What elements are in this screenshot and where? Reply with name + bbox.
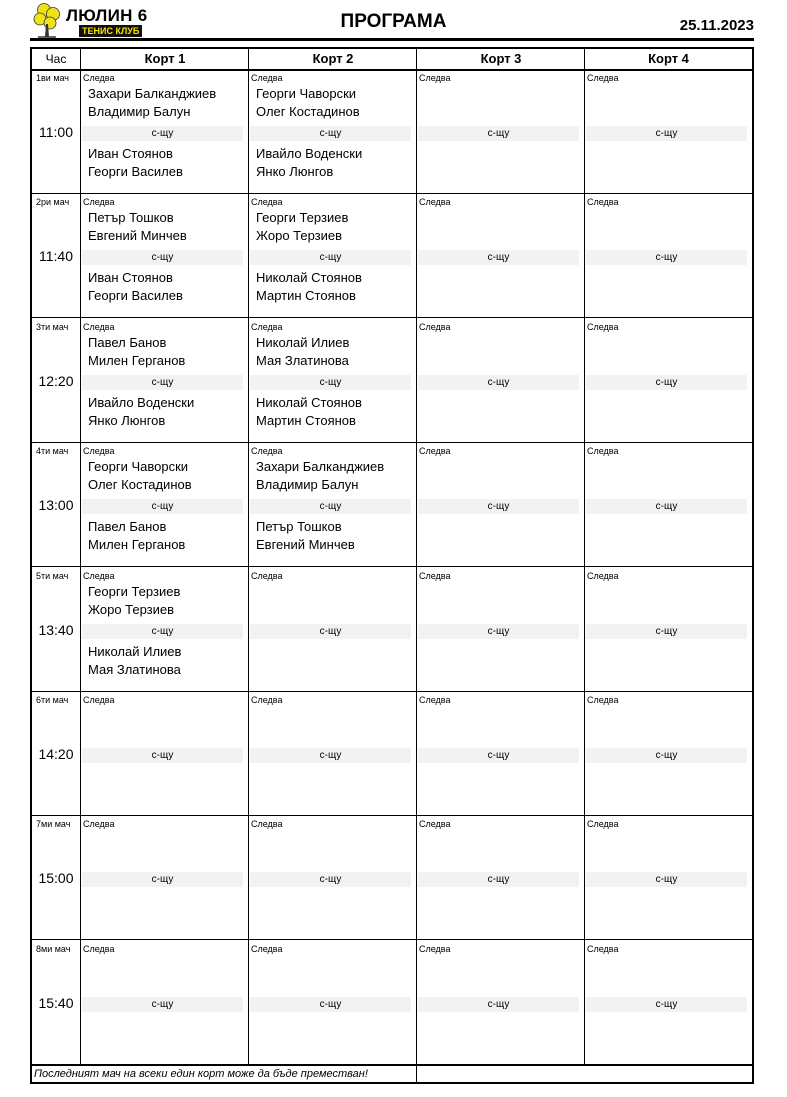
column-divider [80,49,81,1064]
team-b-player: Павел Банов [88,519,167,535]
next-label: Следва [251,321,283,332]
court-4-match-cell [585,193,752,317]
column-header-court-1: Корт 1 [144,51,186,66]
versus-label: с-щу [82,250,243,265]
team-b-player: Николай Илиев [88,643,182,659]
next-label: Следва [251,73,283,83]
match-row [32,940,752,1065]
team-a-player: Захари Балканджиев [256,459,385,475]
versus-label: с-щу [586,126,747,141]
next-label: Следва [419,321,451,332]
match-number: 7ми мач [36,819,71,830]
team-b-player: Георги Василев [88,164,183,179]
versus-label: с-щу [250,250,411,265]
court-4-match-cell [585,69,752,193]
versus-label: с-щу [418,499,579,514]
court-3-match-cell [417,69,584,193]
court-1-match-cell [81,442,248,566]
court-2-match-cell [249,318,416,442]
versus-label: с-щу [82,126,243,141]
court-2-match-cell [249,815,416,939]
versus-label: с-щу [250,624,411,639]
column-header-court-2: Корт 2 [312,51,354,66]
versus-label: с-щу [586,250,747,265]
versus-label: с-щу [82,997,243,1012]
next-label: Следва [83,695,115,705]
column-header-court-3: Корт 3 [480,51,522,66]
versus-label: с-щу [586,997,747,1012]
match-number: 6ти мач [36,695,69,705]
court-4-match-cell [585,691,752,815]
next-label: Следва [419,446,451,457]
next-label: Следва [83,446,115,457]
court-1-match-cell [81,318,248,442]
next-label: Следва [251,446,283,457]
team-a-player: Георги Терзиев [88,583,181,599]
match-time: 11:40 [39,248,73,265]
versus-label: с-щу [82,624,243,639]
court-4-match-cell [585,567,752,691]
versus-label: с-щу [82,499,243,514]
team-a-player: Георги Чаворски [256,86,357,101]
team-a-player: Георги Чаворски [88,459,189,475]
team-b-player: Петър Тошков [256,519,342,535]
page-title: ПРОГРАМА [340,11,447,32]
next-label: Следва [251,695,283,705]
team-a-player: Павел Банов [88,334,167,350]
match-time: 15:40 [38,994,74,1011]
court-4-match-cell [585,442,752,566]
team-a-player: Владимир Балун [88,104,191,119]
court-3-match-cell [417,691,584,815]
versus-label: с-щу [82,748,243,763]
team-a-player: Милен Герганов [88,352,186,368]
match-number: 2ри мач [36,197,70,208]
team-b-player: Мартин Стоянов [256,412,356,428]
next-label: Следва [587,321,619,332]
court-3-match-cell [417,193,584,317]
match-row [32,69,752,194]
versus-label: с-щу [250,126,411,141]
team-b-player: Ивайло Воденски [256,146,363,161]
team-a-player: Мая Златинова [256,352,349,368]
next-label: Следва [83,943,115,954]
team-a-player: Евгений Минчев [88,228,187,244]
versus-label: с-щу [586,748,747,763]
court-1-match-cell [81,691,248,815]
match-time: 12:20 [38,372,74,389]
match-row [32,442,752,567]
match-time: 14:20 [38,746,74,762]
court-1-match-cell [81,193,248,317]
team-a-player: Жоро Терзиев [256,228,343,244]
team-b-player: Янко Люнгов [256,164,334,179]
team-b-player: Николай Стоянов [256,270,362,286]
logo-subtitle: ТЕНИС КЛУБ [79,25,142,37]
next-label: Следва [587,197,619,208]
match-number: 3ти мач [36,321,69,332]
team-b-player: Мая Златинова [88,661,181,677]
table-footer [32,1064,752,1082]
versus-label: с-щу [82,872,243,887]
column-divider [248,49,249,1064]
versus-label: с-щу [586,499,747,514]
match-number: 8ми мач [36,943,71,954]
next-label: Следва [251,819,283,830]
match-number: 4ти мач [36,446,69,457]
next-label: Следва [83,570,115,581]
team-a-player: Захари Балканджиев [88,86,217,101]
next-label: Следва [587,446,619,457]
versus-label: с-щу [418,250,579,265]
next-label: Следва [83,197,115,208]
court-1-match-cell [81,815,248,939]
court-3-match-cell [417,318,584,442]
versus-label: с-щу [250,748,411,763]
court-4-match-cell [585,815,752,939]
team-b-player: Георги Василев [88,288,183,304]
next-label: Следва [587,819,619,830]
court-1-match-cell [81,69,248,193]
team-a-player: Георги Терзиев [256,210,349,226]
footer-note: Последният мач на всеки един корт може да бъде преместван! [34,1068,368,1080]
team-a-player: Жоро Терзиев [88,601,175,617]
versus-label: с-щу [586,872,747,887]
next-label: Следва [419,943,451,954]
match-time: 13:00 [38,497,74,514]
court-2-match-cell [249,69,416,193]
team-a-player: Олег Костадинов [88,477,192,493]
versus-label: с-щу [586,624,747,639]
versus-label: с-щу [82,375,243,390]
match-row [32,691,752,816]
team-b-player: Евгений Минчев [256,537,355,553]
schedule-date: 25.11.2023 [679,17,754,34]
next-label: Следва [83,321,115,332]
next-label: Следва [587,73,619,83]
next-label: Следва [251,943,283,954]
match-row [32,193,752,318]
match-number: 1ви мач [36,73,69,83]
team-b-player: Мартин Стоянов [256,288,356,304]
next-label: Следва [419,695,451,705]
table-header [32,49,752,71]
match-time: 15:00 [38,870,74,887]
team-a-player: Владимир Балун [256,477,359,493]
team-a-player: Николай Илиев [256,334,350,350]
match-time: 11:00 [39,124,73,140]
next-label: Следва [251,570,283,581]
court-1-match-cell [81,567,248,691]
header-divider [30,38,754,41]
next-label: Следва [587,570,619,581]
court-2-match-cell [249,691,416,815]
team-a-player: Олег Костадинов [256,104,360,119]
versus-label: с-щу [418,748,579,763]
next-label: Следва [83,73,115,83]
court-2-match-cell [249,442,416,566]
match-row [32,815,752,940]
team-b-player: Милен Герганов [88,537,186,553]
next-label: Следва [83,819,115,830]
team-a-player: Петър Тошков [88,210,174,226]
versus-label: с-щу [586,375,747,390]
court-3-match-cell [417,567,584,691]
next-label: Следва [419,73,451,83]
next-label: Следва [587,943,619,954]
versus-label: с-щу [418,997,579,1012]
court-2-match-cell [249,567,416,691]
column-header-court-4: Корт 4 [648,51,689,66]
court-2-match-cell [249,193,416,317]
team-b-player: Ивайло Воденски [88,394,195,410]
next-label: Следва [419,197,451,208]
team-b-player: Николай Стоянов [256,394,362,410]
column-divider [584,49,585,1064]
versus-label: с-щу [418,126,579,141]
match-row [32,567,752,692]
schedule-table [30,47,754,1084]
match-number: 5ти мач [36,570,69,581]
logo-title: ЛЮЛИН 6 [66,6,148,25]
court-4-match-cell [585,318,752,442]
court-1-match-cell [81,940,248,1064]
next-label: Следва [251,197,283,208]
next-label: Следва [587,695,619,705]
versus-label: с-щу [418,624,579,639]
versus-label: с-щу [250,872,411,887]
court-4-match-cell [585,940,752,1064]
versus-label: с-щу [250,997,411,1012]
court-2-match-cell [249,940,416,1064]
versus-label: с-щу [418,375,579,390]
versus-label: с-щу [418,872,579,887]
team-b-player: Иван Стоянов [88,146,173,161]
match-time: 13:40 [38,621,74,638]
next-label: Следва [419,570,451,581]
next-label: Следва [419,819,451,830]
match-row [32,318,752,443]
column-header-time: Час [45,52,67,66]
court-3-match-cell [417,442,584,566]
court-3-match-cell [417,940,584,1064]
team-b-player: Янко Люнгов [88,412,166,428]
team-b-player: Иван Стоянов [88,270,173,286]
versus-label: с-щу [250,375,411,390]
versus-label: с-щу [250,499,411,514]
court-3-match-cell [417,815,584,939]
column-divider [416,49,417,1082]
